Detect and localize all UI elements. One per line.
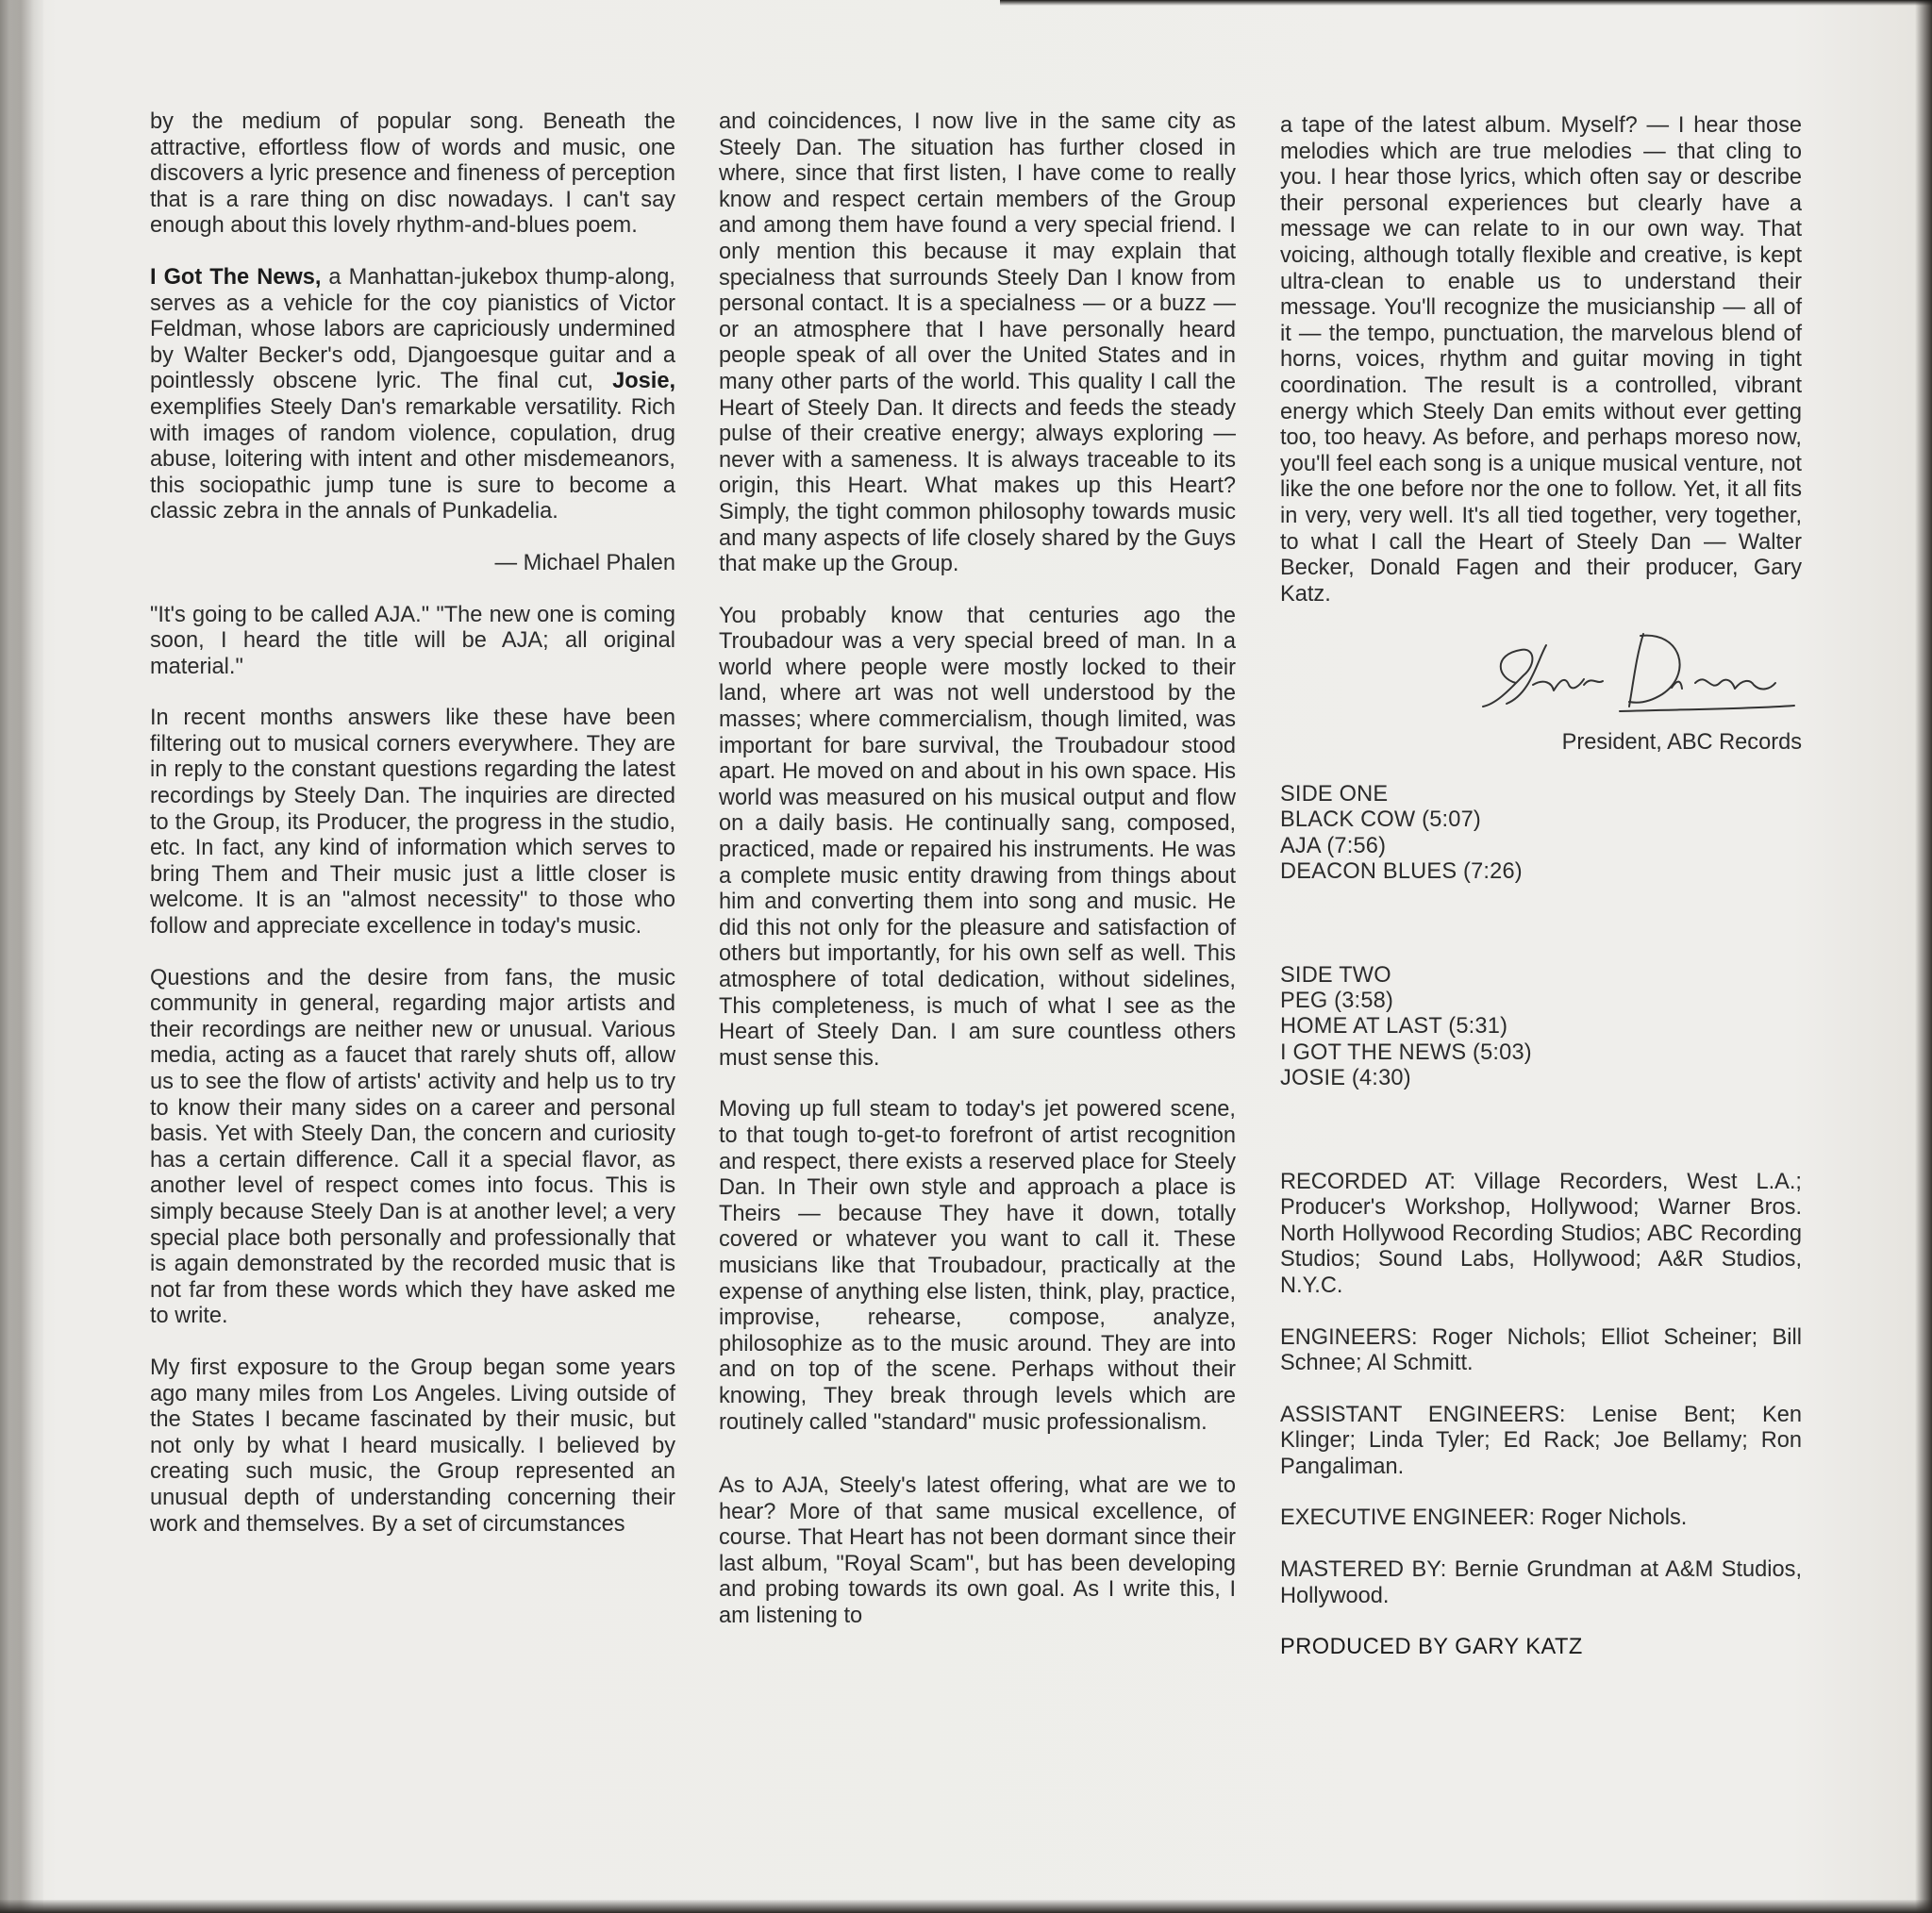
essay-paragraph: In recent months answers like these have been filtering out to musical corners everywhere. They are in reply to the constant questions regarding the latest recordings by Steely Dan. The inquiries are directed to the Group, its Producer, the progress in the studio, etc. In fact, any kind of information which serves to bring Them and Their music just a little closer is welcome. It is an "almost necessity" to those who follow and appreciate excellence in today's music.: [150, 706, 675, 940]
track-item: DEACON BLUES (7:26): [1280, 859, 1523, 885]
essay-paragraph: As to AJA, Steely's latest offering, what are we to hear? More of that same musical excellence, of course. That Heart has not been dormant since their last album, "Royal Scam", but has been developing and probing towards its own goal. As I write this, I am listening to: [719, 1473, 1236, 1629]
credit-produced-by: PRODUCED BY GARY KATZ: [1280, 1635, 1583, 1660]
sleeve-top-edge: [1000, 0, 1932, 6]
liner-notes-column-2: [719, 109, 1236, 1655]
track-item: I GOT THE NEWS (5:03): [1280, 1040, 1532, 1065]
signature-title: President, ABC Records: [1561, 730, 1802, 756]
review-paragraph-1: by the medium of popular song. Beneath the attractive, effortless flow of words and music, one discovers a lyric presence and fineness of perception that is a rare thing on disc nowadays. I can't say enough about this lovely rhythm-and-blues poem.: [150, 109, 675, 239]
side-two-tracklist: [1280, 963, 1802, 1092]
review-paragraph-2: [150, 265, 675, 525]
liner-notes-column-3: [1280, 113, 1802, 1687]
track-item: PEG (3:58): [1280, 988, 1394, 1013]
review-byline: — Michael Phalen: [494, 550, 675, 575]
album-credits: [1280, 1170, 1802, 1661]
side-two-heading: SIDE TWO: [1280, 962, 1391, 988]
sleeve-bottom-edge: [0, 1900, 1932, 1913]
credit-engineers: ENGINEERS: Roger Nichols; Elliot Scheiner; Bill Schnee; Al Schmitt.: [1280, 1324, 1802, 1376]
liner-notes-column-1: [150, 109, 675, 1563]
track-item: JOSIE (4:30): [1280, 1066, 1411, 1091]
essay-paragraph: Questions and the desire from fans, the music community in general, regarding major artists and their recordings are neither new or unusual. Various media, acting as a faucet that rarely shuts off, allow us to see the flow of artists' activity and help us to try to know their many sides on a career and personal basis. Yet with Steely Dan, the concern and curiosity has a certain difference. Call it a special flavor, as another level of respect comes into focus. This is simply because Steely Dan is at another level; a very special place both personally and professionally that is again demonstrated by the recorded music that is not far from these words which they have asked me to write.: [150, 965, 675, 1329]
side-one-heading: SIDE ONE: [1280, 781, 1389, 807]
review-text: exemplifies Steely Dan's remarkable versatility. Rich with images of random violence, copulation, drug abuse, loitering with intent and other misdemeanors, this sociopathic jump tune is sure to become a classic zebra in the annals of Punkadelia.: [150, 394, 675, 524]
essay-paragraph: Moving up full steam to today's jet powered scene, to that tough to-get-to forefront of artist recognition and respect, there exists a reserved place for Steely Dan. In Their own style and approach a place is Theirs — because They have it down, totally covered or whatever you want to call it. These musicians like that Troubadour, practically at the expense of anything else listen, think, play, practice, improvise, rehearse, compose, analyze, philosophize as to the music around. They are into and on top of the scene. Perhaps without their knowing, They break through levels which are routinely called "standard" music professionalism.: [719, 1097, 1236, 1435]
credit-mastered-by: MASTERED BY: Bernie Grundman at A&M Studios, Hollywood.: [1280, 1557, 1802, 1608]
credit-executive-engineer: EXECUTIVE ENGINEER: Roger Nichols.: [1280, 1505, 1688, 1531]
essay-paragraph: You probably know that centuries ago the Troubadour was a very special breed of man. In a world where people were mostly locked to their land, where art was not well understood by the masses; where commercialism, though limited, was important for bare survival, the Troubadour stood apart. He moved on and about in his own space. His world was measured on his musical output and flow on a daily basis. He continually sang, composed, practiced, made or repaired his instruments. He was a complete music entity drawing from things about him and converting them into song and music. He did this not only for the pleasure and satisfaction of others but importantly, for his own self as well. This atmosphere of total dedication, without sidelines, This completeness, is much of what I see as the Heart of Steely Dan. I am sure countless others must sense this.: [719, 603, 1236, 1071]
essay-paragraph: My first exposure to the Group began some years ago many miles from Los Angeles. Living outside of the States I became fascinated by their music, but not only by what I heard musically. I believed by creating such music, the Group represented an unusual depth of understanding concerning their work and themselves. By a set of circumstances: [150, 1355, 675, 1537]
credit-assistant-engineers: ASSISTANT ENGINEERS: Lenise Bent; Ken Klinger; Linda Tyler; Ed Rack; Joe Bellamy; Ron Pangaliman.: [1280, 1402, 1802, 1479]
track-item: AJA (7:56): [1280, 833, 1387, 858]
essay-paragraph-quote: "It's going to be called AJA." "The new one is coming soon, I heard the title will be AJA; all original material.": [150, 602, 675, 679]
spine-fold: [0, 0, 43, 1913]
credit-recorded-at: RECORDED AT: Village Recorders, West L.A.; Producer's Workshop, Hollywood; Warner Bros. North Hollywood Recording Studios; ABC Recording Studios; Sound Labs, Hollywood; A&R Studios, N.Y.C.: [1280, 1169, 1802, 1298]
song-title-i-got-the-news: I Got The News,: [150, 264, 322, 290]
side-one-tracklist: [1280, 782, 1802, 886]
track-item: HOME AT LAST (5:31): [1280, 1014, 1508, 1040]
song-title-josie: Josie,: [612, 369, 675, 394]
track-item: BLACK COW (5:07): [1280, 807, 1481, 833]
essay-paragraph: a tape of the latest album. Myself? — I hear those melodies which are true melodies — that cling to you. I hear those lyrics, which often say or describe their personal experiences but clearly have a message we can relate to in our own way. That voicing, although totally flexible and creative, is kept ultra-clean to enable us to understand their message. You'll recognize the musicianship — all of it — the tempo, punctuation, the marvelous blend of horns, voices, rhythm and guitar moving in tight coordination. The result is a controlled, vibrant energy which Steely Dan emits without ever getting too, too heavy. As before, and perhaps moreso now, you'll feel each song is a unique musical venture, not like the one before nor the one to follow. Yet, it all fits in very, very well. It's all tied together, very together, to what I call the Heart of Steely Dan — Walter Becker, Donald Fagen and their producer, Gary Katz.: [1280, 113, 1802, 607]
review-text: a Manhattan-jukebox thump-along, serves as a vehicle for the coy pianistics of Victor Feldman, whose labors are capriciously undermined by Walter Becker's odd, Djangoesque guitar and a pointlessly obscene lyric. The final cut,: [150, 264, 675, 394]
essay-paragraph: and coincidences, I now live in the same city as Steely Dan. The situation has further closed in where, since that first listen, I have come to really know and respect certain members of the Group and among them have found a very special friend. I only mention this because it may explain that specialness that surrounds Steely Dan I know from personal contact. It is a specialness — or a buzz — or an atmosphere that I have personally heard people speak of all over the United States and in many other parts of the world. This quality I call the Heart of Steely Dan. It directs and feeds the steady pulse of their creative energy; always exploring — never with a sameness. It is always traceable to its origin, this Heart. What makes up this Heart? Simply, the tight common philosophy towards music and many aspects of life closely shared by the Guys that make up the Group.: [719, 109, 1236, 577]
handwritten-signature: [1478, 626, 1799, 730]
